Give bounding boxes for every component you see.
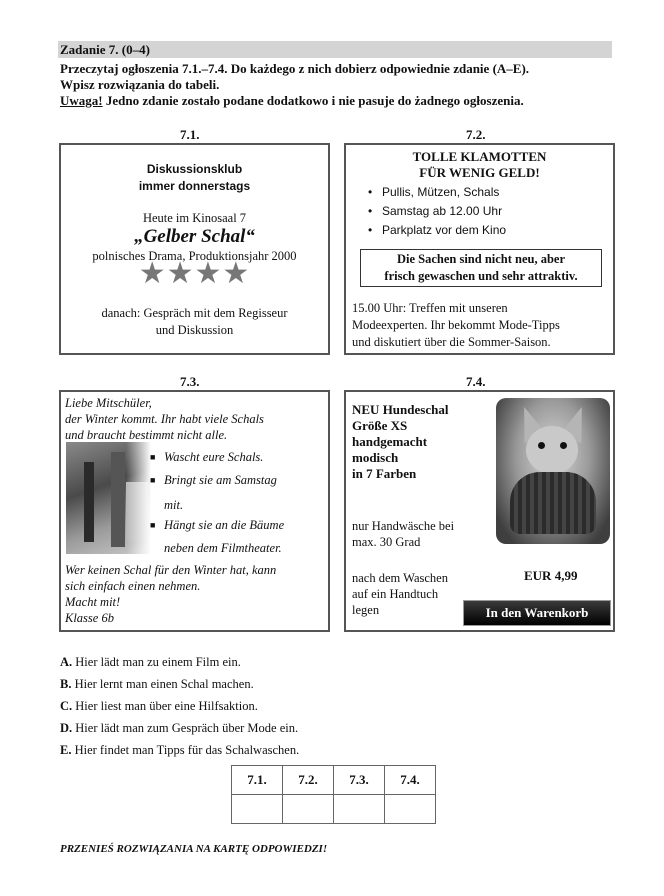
table-header-row (232, 766, 436, 795)
ad4-number: 7.4. (466, 374, 486, 389)
dog-scarf-photo (496, 398, 610, 544)
list-item: • Parkplatz vor dem Kino (368, 221, 506, 240)
ad1-after-line-2: und Diskussion (155, 323, 234, 337)
ad2-number: 7.2. (466, 127, 486, 142)
ad3-bullet-3: ■ Hängt sie an die Bäume (164, 518, 284, 533)
task-title: Zadanie 7. (0–4) (60, 42, 150, 57)
ad4-box (344, 390, 615, 632)
ad4-wash-line-1: nur Handwäsche bei (352, 519, 455, 533)
ad2-footer-line-3: und diskutiert über die Sommer-Saison. (352, 335, 551, 349)
ad4-dry-line-1: nach dem Waschen (352, 571, 448, 585)
ad3-bullet-2: ■ Bringt sie am Samstag (164, 473, 277, 488)
ad3-box (59, 390, 330, 632)
answer-options (60, 651, 299, 761)
ad1-film-info: polnisches Drama, Produktionsjahr 2000 (92, 249, 297, 263)
scarf-trees-photo (66, 442, 151, 554)
ad4-price: EUR 4,99 (524, 568, 578, 583)
ad2-highlight-box (360, 249, 602, 287)
note-label: Uwaga! (60, 93, 103, 108)
ad1-after-line-1: danach: Gespräch mit dem Regisseur (101, 306, 288, 320)
add-to-cart-button[interactable]: In den Warenkorb (463, 600, 611, 626)
list-item: • Samstag ab 12.00 Uhr (368, 202, 506, 221)
answer-cell-7-3[interactable] (334, 795, 385, 824)
answer-table (231, 765, 436, 824)
ad3-signature: Klasse 6b (65, 611, 114, 625)
table-header-cell: 7.4. (385, 766, 436, 795)
ad2-footer-line-1: 15.00 Uhr: Treffen mit unseren (352, 301, 508, 315)
answer-cell-7-2[interactable] (283, 795, 334, 824)
footer-instruction: PRZENIEŚ ROZWIĄZANIA NA KARTĘ ODPOWIEDZI! (60, 843, 328, 855)
task-instructions (60, 61, 620, 109)
ad4-fashionable: modisch (352, 450, 399, 465)
ad1-number: 7.1. (180, 127, 200, 142)
ad3-line-4: Wer keinen Schal für den Winter hat, kann (65, 563, 277, 577)
ad2-highlight-line-1: Die Sachen sind nicht neu, aber (396, 252, 566, 266)
ad3-line-5: sich einfach einen nehmen. (65, 579, 201, 593)
ad3-bullet-1: ■ Wascht eure Schals. (164, 450, 263, 465)
ad3-greeting: Liebe Mitschüler, (65, 396, 152, 410)
ad2-highlight-line-2: frisch gewaschen und sehr attraktiv. (384, 269, 578, 283)
ad4-dry-line-2: auf ein Handtuch (352, 587, 439, 601)
ad4-wash-line-2: max. 30 Grad (352, 535, 421, 549)
answer-cell-7-1[interactable] (232, 795, 283, 824)
list-item: • Pullis, Mützen, Schals (368, 183, 506, 202)
ad2-box (344, 143, 615, 355)
ad2-bullet-list (368, 183, 506, 240)
ad1-club-name: Diskussionsklub (146, 162, 243, 176)
ad1-venue: Heute im Kinosaal 7 (142, 211, 247, 225)
table-header-cell: 7.2. (283, 766, 334, 795)
ad3-line-6: Macht mit! (65, 595, 121, 609)
table-header-cell: 7.1. (232, 766, 283, 795)
ad4-size: Größe XS (352, 418, 408, 433)
ad4-handmade: handgemacht (352, 434, 428, 449)
ad3-bullet-3-cont: neben dem Filmtheater. (164, 541, 282, 555)
instruction-line-2: Wpisz rozwiązania do tabeli. (60, 77, 220, 92)
table-header-cell: 7.3. (334, 766, 385, 795)
ad4-colors: in 7 Farben (352, 466, 417, 481)
ad1-film-title: „Gelber Schal“ (134, 226, 255, 247)
ad4-dry-line-3: legen (352, 603, 380, 617)
ad3-number: 7.3. (180, 374, 200, 389)
ad3-line-2: der Winter kommt. Ihr habt viele Schals (65, 412, 264, 426)
ad2-title-1: TOLLE KLAMOTTEN (412, 149, 547, 164)
answer-option-a: A. Hier lädt man zu einem Film ein. (60, 655, 241, 669)
answer-option-c: C. Hier liest man über eine Hilfsaktion. (60, 699, 258, 713)
answer-option-e: E. Hier findet man Tipps für das Schalwaschen. (60, 743, 300, 757)
ad3-line-3: und braucht bestimmt nicht alle. (65, 428, 228, 442)
answer-option-d: D. Hier lädt man zum Gespräch über Mode ein. (60, 721, 299, 735)
ad2-title-2: FÜR WENIG GELD! (419, 165, 540, 180)
instruction-line-1: Przeczytaj ogłoszenia 7.1.–7.4. Do każdego z nich dobierz odpowiednie zdanie (A–E). (60, 61, 530, 76)
rating-stars-icon: ★★★★ (138, 257, 251, 290)
answer-option-b: B. Hier lernt man einen Schal machen. (60, 677, 254, 691)
ad2-footer-line-2: Modeexperten. Ihr bekommt Mode-Tipps (352, 318, 560, 332)
ad4-title: NEU Hundeschal (352, 402, 449, 417)
table-answer-row (232, 795, 436, 824)
answer-cell-7-4[interactable] (385, 795, 436, 824)
ad1-box (59, 143, 330, 355)
note-text: Jedno zdanie zostało podane dodatkowo i nie pasuje do żadnego ogłoszenia. (102, 93, 524, 108)
ad1-schedule: immer donnerstags (138, 179, 251, 193)
ad3-bullet-2-cont: mit. (164, 498, 184, 512)
